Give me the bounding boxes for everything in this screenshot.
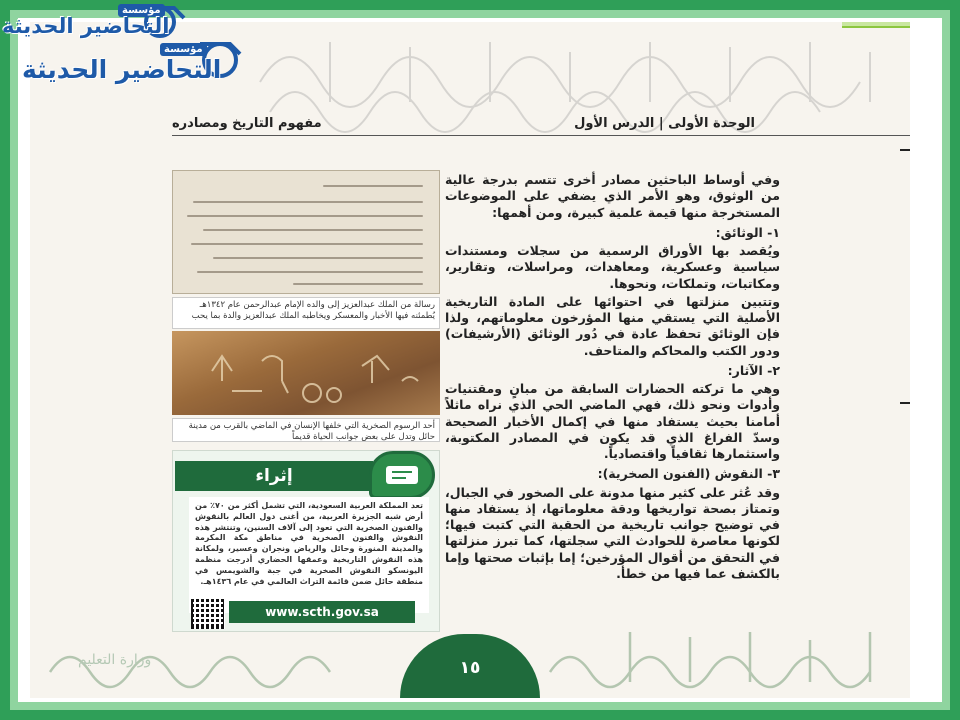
logo-name-top: التحاضير الحديثة bbox=[2, 14, 170, 38]
historical-letter-image bbox=[172, 170, 440, 294]
header-topic: مفهوم التاريخ ومصادره bbox=[172, 116, 322, 131]
header-divider bbox=[172, 135, 910, 136]
enrichment-badge-icon bbox=[369, 451, 435, 499]
header-unit: الوحدة الأولى bbox=[668, 116, 755, 131]
website-link[interactable]: www.scth.gov.sa bbox=[229, 601, 415, 623]
rock-art-caption: أحد الرسوم الصخرية التي خلفها الإنسان في الماضي بالقرب من مدينة حائل وتدل على بعض جوانب الحياة قديماً bbox=[172, 418, 440, 442]
logo-name-bottom: التحاضير الحديثة bbox=[22, 55, 222, 84]
letter-caption: رسالة من الملك عبدالعزيز إلى والده الإمام عبدالرحمن عام ١٣٤٢هـ يُطمئنه فيها الأخبار والمعسكر ويخاطبه الملك عبدالعزيز والدة بما يحب bbox=[172, 297, 440, 329]
watermark-logo bbox=[0, 0, 270, 95]
ministry-label: وزارة التعليم bbox=[78, 652, 152, 668]
qr-code-icon[interactable] bbox=[191, 599, 225, 629]
logo-tag-top: مؤسسة bbox=[118, 4, 165, 17]
documents-paragraph-1: ويُقصد بها الأوراق الرسمية من سجلات ومستندات سياسية وعسكرية، ومعاهدات، ومراسلات، وتقارير، ومكاتبات، وتملكات، ونحوها. bbox=[445, 243, 780, 291]
main-text-column bbox=[445, 172, 780, 584]
page-number: ١٥ bbox=[459, 658, 481, 678]
header-lesson: الدرس الأول bbox=[574, 116, 655, 131]
section-title-inscriptions: ٣- النقوش (الفنون الصخرية): bbox=[597, 466, 780, 482]
documents-paragraph-2: وتتبين منزلتها في احتوائها على المادة التاريخية الأصلية التي يستقي منها المؤرخون معلوماتهم، ولذا فإن الوثائق تحفظ عادة في دُور الوثائق (الأرشيفات) ودور الكتب والمحاكم والمتاحف. bbox=[445, 293, 780, 358]
intro-paragraph: وفي أوساط الباحثين مصادر أخرى تتسم بدرجة عالية من الوثوق، وهو الأمر الذي يضفي على الموضوعات المستخرجة منها قيمة علمية كبيرة، ومن أهمها: bbox=[445, 172, 780, 220]
section-title-antiquities: ٢- الآثار: bbox=[727, 362, 780, 378]
header-separator: | bbox=[658, 116, 664, 131]
margin-mark bbox=[900, 402, 910, 404]
book-page bbox=[30, 22, 910, 698]
header-unit-lesson bbox=[574, 116, 755, 131]
antiquities-paragraph: وهي ما تركته الحضارات السابقة من مبانٍ ومقتنيات وأدوات ونحو ذلك، فهي الماضي الحي الذي نراه ماثلاً أمامنا بحيث يستفاد منها في إكمال الأخبار الصحيحة وسدّ الفراغ الذي قد يكون في المصادر المكتوبة، واستثمارها ثقافياً واقتصادياً. bbox=[445, 381, 780, 461]
rock-art-image bbox=[172, 331, 440, 415]
inscriptions-paragraph: وقد عُثر على كثير منها مدونة على الصخور في الجبال، وتمتاز بصحة تواريخها ودقة معلوماتها، إذ يستفاد منها في توضيح جوانب تاريخية من الحقبة التي كتبت فيها؛ لكونها معاصرة للحوادث التي سجلتها، كما تبرز منزلتها في التحقق من أقوال المؤرخين؛ إما بإثبات صحتها وإما بالكشف عما فيها من خطأ. bbox=[445, 484, 780, 581]
section-title-documents: ١- الوثائق: bbox=[715, 224, 780, 240]
enrichment-title: إثراء bbox=[175, 461, 373, 491]
enrichment-text: تعد المملكة العربية السعودية، التي تشمل أكثر من ٧٠٪ من أرض شبه الجزيرة العربية، من أغنى دول العالم بالنقوش والفنون الصخرية التي تعود إلى آلاف السنين، وتنتشر هذه النقوش والفنون الصخرية في مناطق مكة المكرمة والمدينة المنورة وحائل والرياض ونجران وعسير، ولمكانة هذه النقوش التاريخية وعمقها الحضاري أدرجت منظمة اليونسكو النقوش الصخرية في جبة والشويمس في منطقة حائل ضمن قائمة التراث العالمي في عام ١٤٣٦هـ. bbox=[189, 497, 429, 613]
logo-tag-bottom: مؤسسة bbox=[160, 43, 207, 56]
margin-mark bbox=[900, 149, 910, 151]
enrichment-box bbox=[172, 450, 440, 632]
top-stripe bbox=[842, 22, 910, 28]
